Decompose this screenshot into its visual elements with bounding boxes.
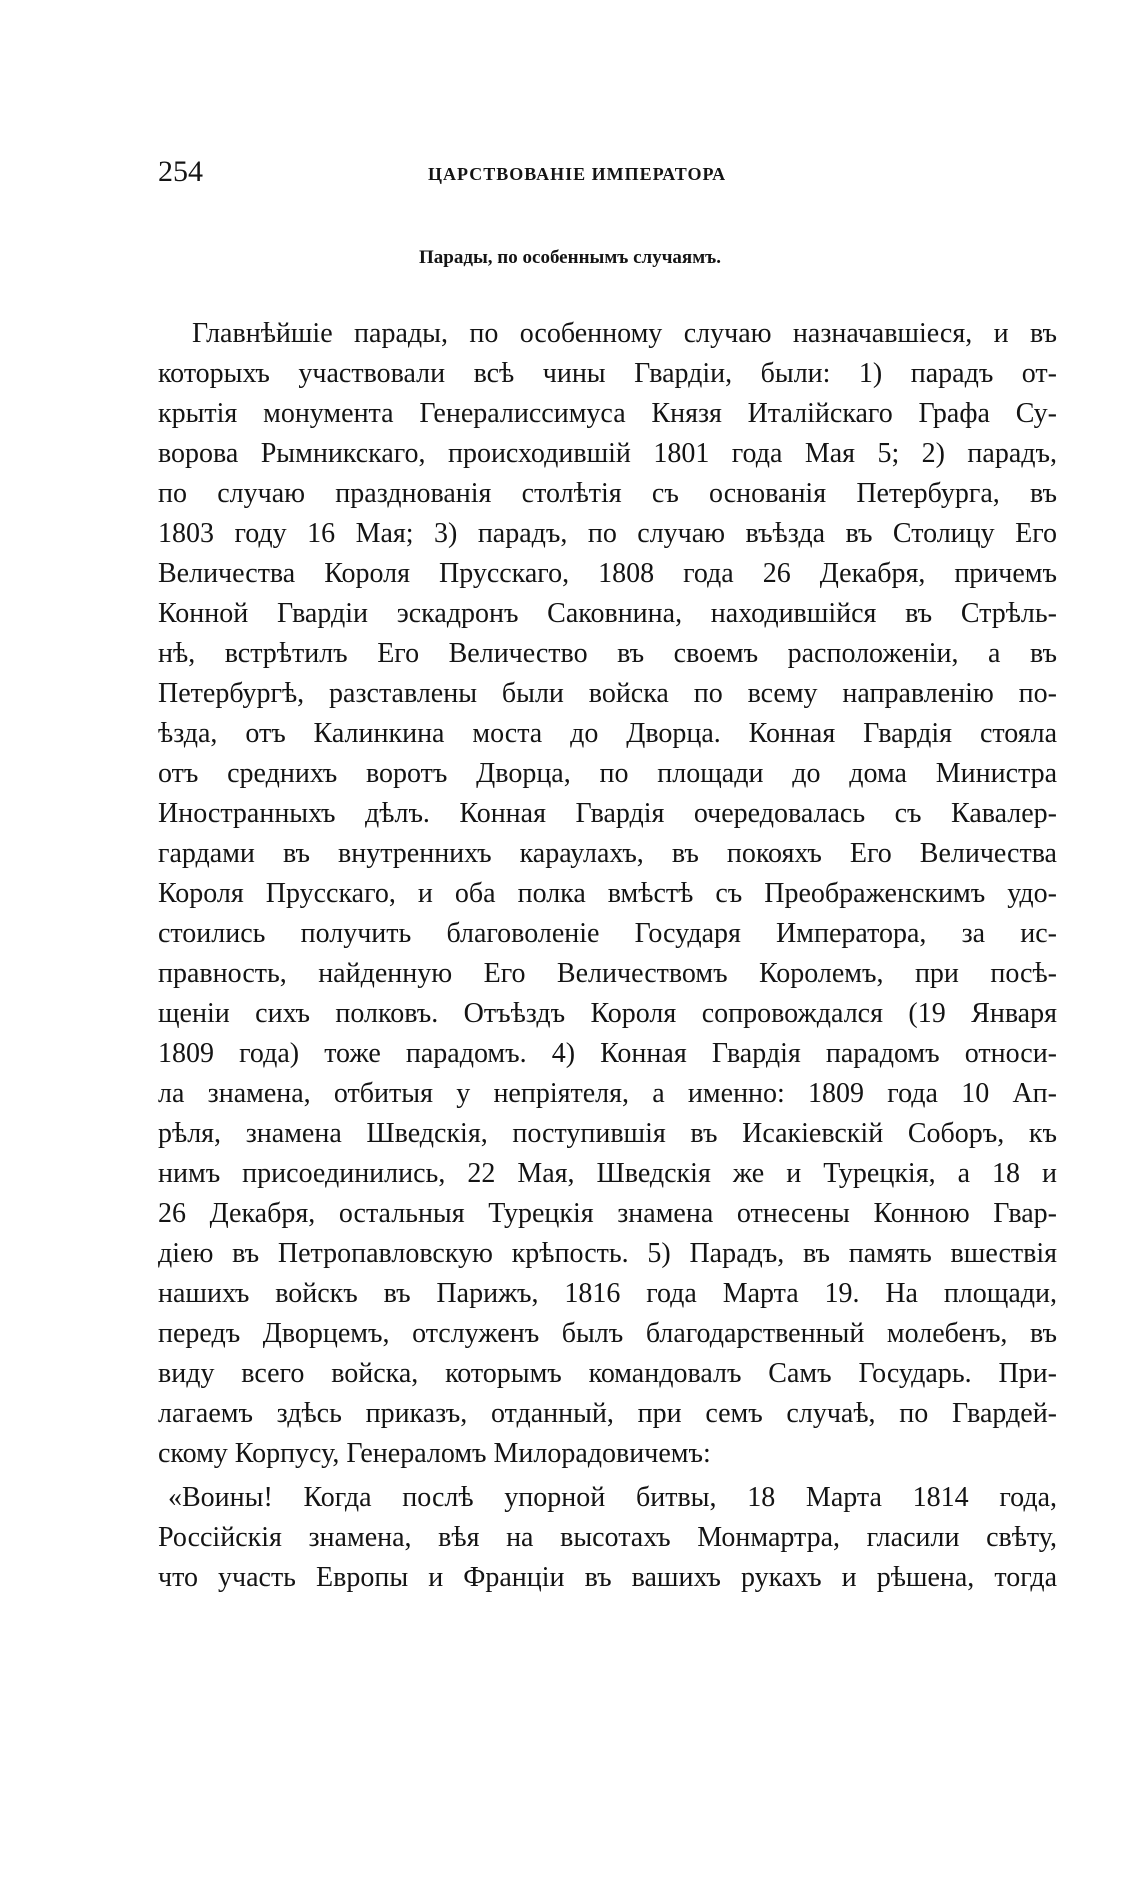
text-line: Россійскія знамена, вѣя на высотахъ Монмартра, гласили свѣту,: [158, 1522, 1057, 1553]
text-line: виду всего войска, которымъ командовалъ Самъ Государь. При-: [158, 1358, 1057, 1389]
page-number: 254: [158, 155, 203, 188]
text-line: передъ Дворцемъ, отслуженъ былъ благодарственный молебенъ, въ: [158, 1318, 1057, 1349]
running-head: [158, 154, 1058, 194]
text-line: Главнѣйшіе парады, по особенному случаю назначавшіеся, и въ: [192, 318, 1057, 349]
text-line: крытія монумента Генералиссимуса Князя Италійскаго Графа Су-: [158, 398, 1057, 429]
section-heading: Парады, по особеннымъ случаямъ.: [419, 247, 721, 268]
text-line: 26 Декабря, остальныя Турецкія знамена отнесены Конною Гвар-: [158, 1198, 1057, 1229]
text-line: нѣ, встрѣтилъ Его Величество въ своемъ расположеніи, а въ: [158, 638, 1057, 669]
text-line: скому Корпусу, Генераломъ Милорадовичемъ:: [158, 1438, 711, 1469]
text-line: гардами въ внутреннихъ караулахъ, въ покояхъ Его Величества: [158, 838, 1057, 869]
text-line: по случаю празднованія столѣтія съ основанія Петербурга, въ: [158, 478, 1057, 509]
text-line: 1803 году 16 Мая; 3) парадъ, по случаю въѣзда въ Столицу Его: [158, 518, 1057, 549]
text-line: Конной Гвардіи эскадронъ Саковнина, находившійся въ Стрѣль-: [158, 598, 1057, 629]
text-line: что участь Европы и Франціи въ вашихъ рукахъ и рѣшена, тогда: [158, 1562, 1057, 1593]
text-line: «Воины! Когда послѣ упорной битвы, 18 Марта 1814 года,: [168, 1482, 1057, 1513]
text-line: Величества Короля Прусскаго, 1808 года 26 Декабря, причемъ: [158, 558, 1057, 589]
text-line: рѣля, знамена Шведскія, поступившія въ Исакіевскій Соборъ, къ: [158, 1118, 1057, 1149]
text-line: стоились получить благоволеніе Государя Императора, за ис-: [158, 918, 1057, 949]
text-line: нимъ присоединились, 22 Мая, Шведскія же и Турецкія, а 18 и: [158, 1158, 1057, 1189]
text-line: ворова Рымникскаго, происходившій 1801 года Мая 5; 2) парадъ,: [158, 438, 1057, 469]
running-title: ЦАРСТВОВАНІЕ ИМПЕРАТОРА: [428, 164, 727, 184]
text-line: Иностранныхъ дѣлъ. Конная Гвардія очередовалась съ Кавалер-: [158, 798, 1057, 829]
paragraph: [158, 1478, 1057, 1598]
text-line: щеніи сихъ полковъ. Отъѣздъ Короля сопровождался (19 Января: [158, 998, 1057, 1029]
text-line: нашихъ войскъ въ Парижъ, 1816 года Марта 19. На площади,: [158, 1278, 1057, 1309]
text-line: Петербургѣ, разставлены были войска по всему направленію по-: [158, 678, 1057, 709]
text-line: правность, найденную Его Величествомъ Королемъ, при посѣ-: [158, 958, 1057, 989]
text-line: отъ среднихъ воротъ Дворца, по площади до дома Министра: [158, 758, 1057, 789]
text-line: 1809 года) тоже парадомъ. 4) Конная Гвардія парадомъ относи-: [158, 1038, 1057, 1069]
text-line: лагаемъ здѣсь приказъ, отданный, при семъ случаѣ, по Гвардей-: [158, 1398, 1057, 1429]
text-line: Короля Прусскаго, и оба полка вмѣстѣ съ Преображенскимъ удо-: [158, 878, 1057, 909]
text-line: которыхъ участвовали всѣ чины Гвардіи, были: 1) парадъ от-: [158, 358, 1057, 389]
text-line: ѣзда, отъ Калинкина моста до Дворца. Конная Гвардія стояла: [158, 718, 1057, 749]
paragraph: [158, 314, 1057, 1474]
text-line: ла знамена, отбитыя у непріятеля, а именно: 1809 года 10 Ап-: [158, 1078, 1057, 1109]
body-text: [158, 314, 1057, 1598]
text-line: діею въ Петропавловскую крѣпость. 5) Парадъ, въ память вшествія: [158, 1238, 1057, 1269]
